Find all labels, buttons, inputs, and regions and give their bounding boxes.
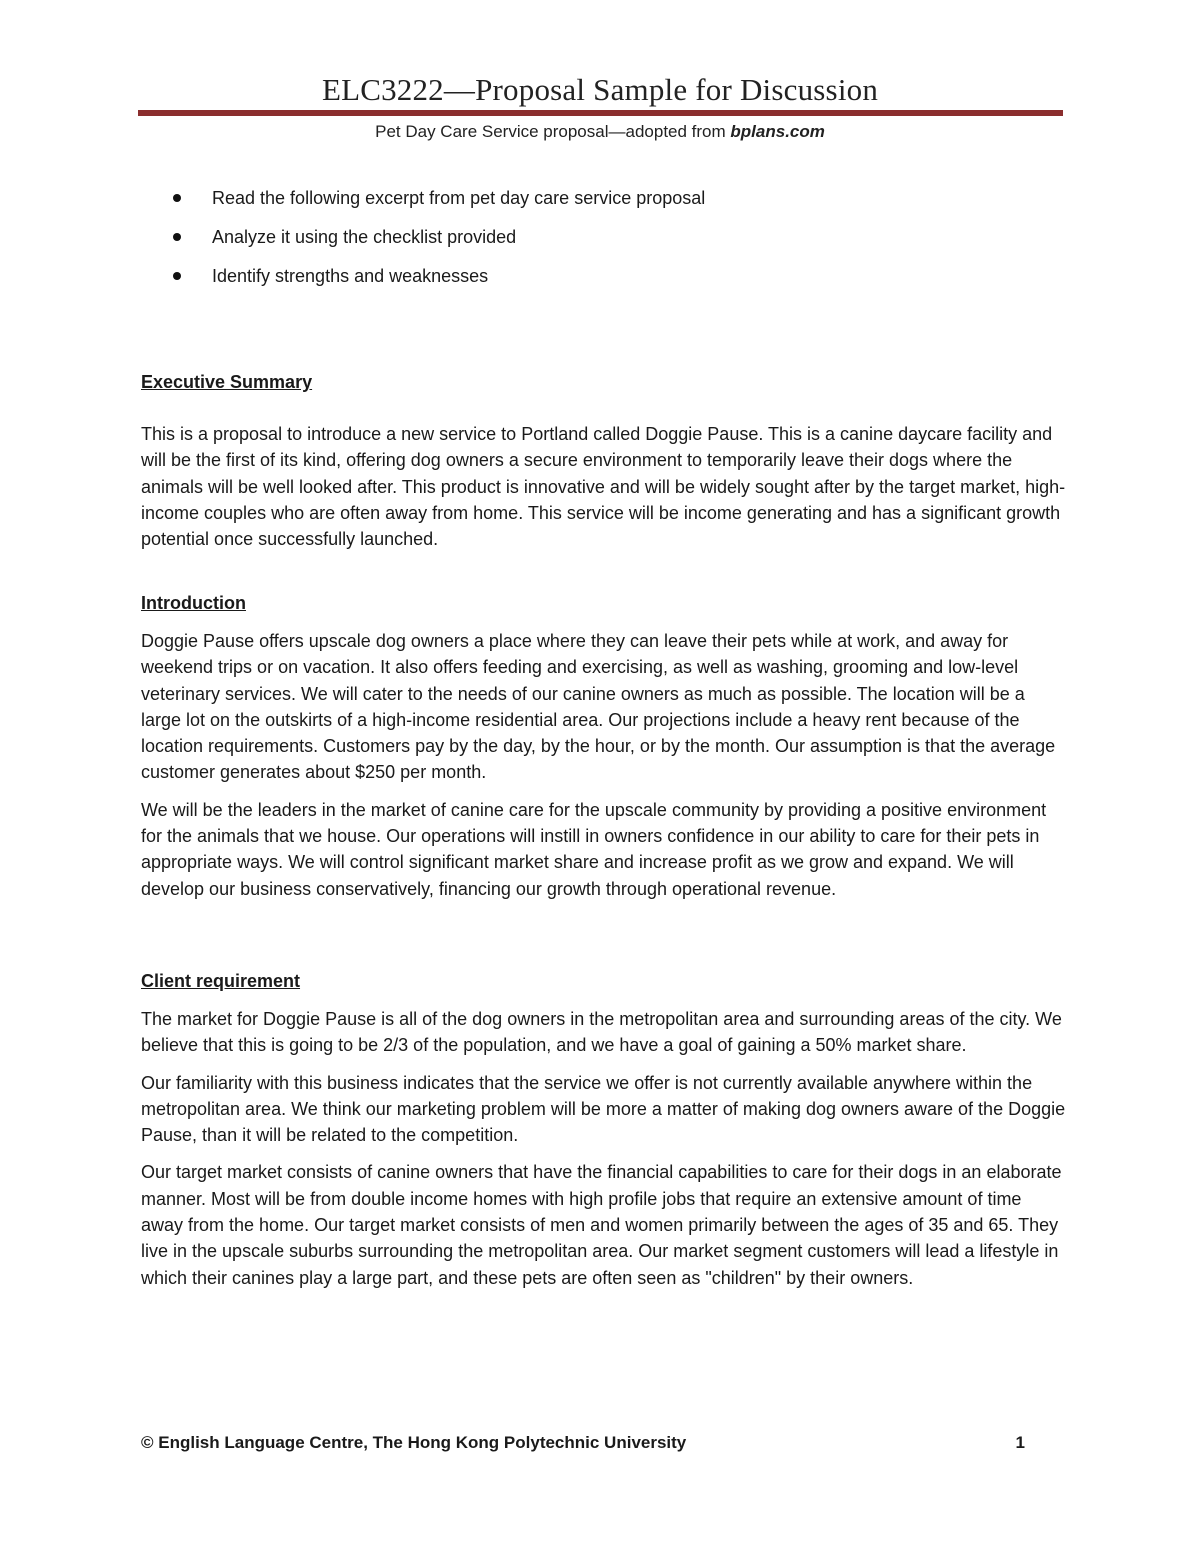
instruction-item xyxy=(140,185,705,211)
client-requirement-section xyxy=(141,968,1066,1291)
page-footer xyxy=(141,1433,1025,1453)
document-subtitle xyxy=(0,122,1200,142)
section-heading: Introduction xyxy=(141,593,246,613)
subtitle-text: Pet Day Care Service proposal—adopted from xyxy=(375,122,731,141)
subtitle-source: bplans.com xyxy=(730,122,825,141)
instruction-text: Read the following excerpt from pet day care service proposal xyxy=(212,188,706,208)
bullet-icon xyxy=(173,233,181,241)
page-number: 1 xyxy=(1015,1433,1025,1452)
bullet-icon xyxy=(173,194,181,202)
paragraph: Our familiarity with this business indicates that the service we offer is not currently available anywhere within the metropolitan area. We think our marketing problem will be more a matter of making dog owners aware of the Doggie Pause, than it will be related to the competition. xyxy=(141,1072,1066,1146)
instruction-list xyxy=(140,185,705,302)
bullet-icon xyxy=(173,272,181,280)
section-heading: Executive Summary xyxy=(141,372,313,392)
paragraph: Our target market consists of canine owners that have the financial capabilities to care for their dogs in an elaborate manner. Most will be from double income homes with high profile jobs that require an extensive amount of time away from the home. Our target market consists of men and women primarily between the ages of 35 and 65. They live in the upscale suburbs surrounding the metropolitan area. Our market segment customers will lead a lifestyle in which their canines play a large part, and these pets are often seen as "children" by their owners. xyxy=(141,1162,1062,1288)
paragraph: We will be the leaders in the market of canine care for the upscale community by providing a positive environment for the animals that we house. Our operations will instill in owners confidence in our ability to care for their pets in appropriate ways. We will control significant market share and increase profit as we grow and expand. We will develop our business conservatively, financing our growth through operational revenue. xyxy=(141,799,1047,899)
title-divider xyxy=(138,110,1063,116)
instruction-item xyxy=(140,224,705,250)
instruction-item xyxy=(140,263,705,289)
instruction-text: Identify strengths and weaknesses xyxy=(212,266,489,286)
paragraph: Doggie Pause offers upscale dog owners a place where they can leave their pets while at work, and away for weekend trips or on vacation. It also offers feeding and exercising, as well as washing, grooming and low-level veterinary services. We will cater to the needs of our canine owners as much as possible. The location will be a large lot on the outskirts of a high-income residential area. Our projections include a heavy rent because of the location requirements. Customers pay by the day, by the hour, or by the month. Our assumption is that the average customer generates about $250 per month. xyxy=(141,631,1056,783)
section-heading: Client requirement xyxy=(141,971,301,991)
instruction-text: Analyze it using the checklist provided xyxy=(212,227,517,247)
copyright-text: © English Language Centre, The Hong Kong Polytechnic University xyxy=(141,1433,687,1452)
paragraph: This is a proposal to introduce a new service to Portland called Doggie Pause. This is a canine daycare facility and will be the first of its kind, offering dog owners a secure environment to temporarily leave their dogs where the animals will be well looked after. This product is innovative and will be widely sought after by the target market, high-income couples who are often away from home. This service will be income generating and has a significant growth potential once successfully launched. xyxy=(141,424,1066,550)
document-title: ELC3222—Proposal Sample for Discussion xyxy=(321,72,879,107)
introduction-section xyxy=(141,590,1066,902)
executive-summary-section xyxy=(141,369,1066,552)
paragraph: The market for Doggie Pause is all of the dog owners in the metropolitan area and surrounding areas of the city. We believe that this is going to be 2/3 of the population, and we have a goal of gaining a 50% market share. xyxy=(141,1009,1062,1056)
